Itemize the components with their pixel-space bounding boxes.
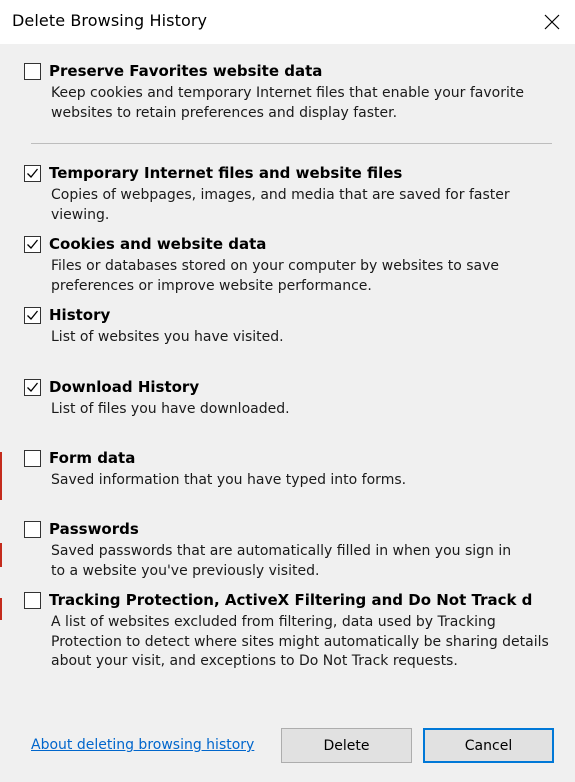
cancel-button[interactable]: Cancel: [423, 728, 554, 763]
option-title: Passwords: [49, 520, 139, 538]
checkbox-form-data[interactable]: [24, 450, 41, 467]
checkbox-tracking-protection[interactable]: [24, 592, 41, 609]
description-line: Saved passwords that are automatically filled in when you sign in: [51, 543, 512, 559]
checkbox-preserve-favorites[interactable]: [24, 63, 41, 80]
description-line: List of websites you have visited.: [51, 329, 284, 345]
close-icon: [544, 14, 560, 30]
background-window-edge: [0, 598, 2, 620]
background-window-edge: [0, 543, 2, 567]
checkbox-download-history[interactable]: [24, 379, 41, 396]
checkbox-temporary-internet-files[interactable]: [24, 165, 41, 182]
option-title: History: [49, 306, 111, 324]
description-line: Keep cookies and temporary Internet files that enable your favorite: [51, 85, 524, 101]
option-description: [51, 542, 556, 581]
description-line: to a website you've previously visited.: [51, 562, 320, 579]
description-line: viewing.: [51, 206, 110, 223]
checkbox-cookies[interactable]: [24, 236, 41, 253]
separator: [31, 143, 552, 144]
checkmark-icon: [26, 381, 39, 394]
option-description: [51, 613, 556, 672]
option-description: [51, 400, 556, 420]
description-line: List of files you have downloaded.: [51, 401, 290, 417]
about-deleting-history-link[interactable]: About deleting browsing history: [31, 737, 255, 753]
checkmark-icon: [26, 309, 39, 322]
description-line: preferences or improve website performance.: [51, 277, 372, 294]
option-title: Preserve Favorites website data: [49, 62, 323, 80]
checkbox-history[interactable]: [24, 307, 41, 324]
window-title: Delete Browsing History: [12, 11, 208, 30]
option-title: Temporary Internet files and website files: [49, 164, 403, 182]
checkmark-icon: [26, 167, 39, 180]
option-description: [51, 84, 556, 123]
option-description: [51, 257, 556, 296]
description-line: about your visit, and exceptions to Do Not Track requests.: [51, 653, 458, 669]
description-line: Copies of webpages, images, and media that are saved for faster: [51, 187, 510, 203]
description-line: A list of websites excluded from filtering, data used by Tracking: [51, 614, 496, 630]
checkbox-passwords[interactable]: [24, 521, 41, 538]
description-line: Saved information that you have typed into forms.: [51, 472, 407, 488]
description-line: Protection to detect where sites might automatically be sharing details: [51, 633, 549, 650]
option-title: Download History: [49, 378, 200, 396]
title-bar: [0, 0, 575, 44]
option-description: [51, 471, 556, 491]
option-description: [51, 186, 556, 225]
background-window-edge: [0, 452, 2, 500]
option-title: Form data: [49, 449, 136, 467]
option-title: Cookies and website data: [49, 235, 267, 253]
option-title: Tracking Protection, ActiveX Filtering and Do Not Track d: [49, 591, 533, 609]
close-button[interactable]: [529, 0, 575, 44]
description-line: websites to retain preferences and display faster.: [51, 104, 398, 121]
description-line: Files or databases stored on your computer by websites to save: [51, 258, 500, 274]
option-description: [51, 328, 556, 348]
delete-button[interactable]: Delete: [281, 728, 412, 763]
checkmark-icon: [26, 238, 39, 251]
